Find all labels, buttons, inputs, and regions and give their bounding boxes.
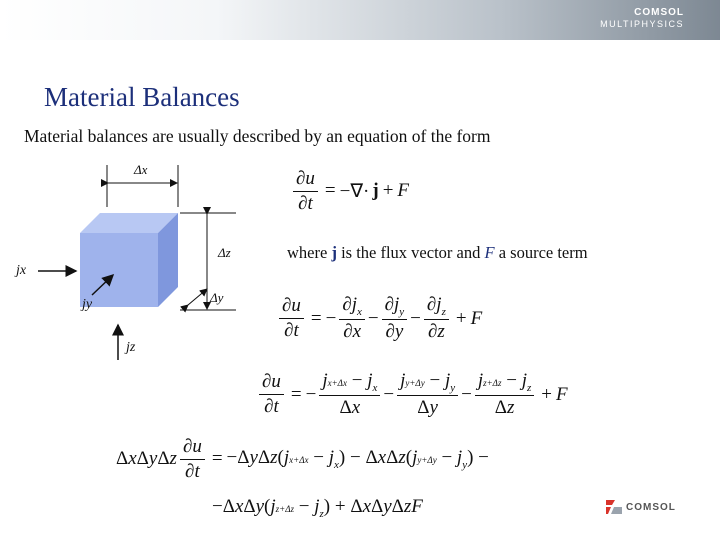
label-jz: jz [126, 340, 136, 355]
cube-front-face [80, 233, 158, 307]
label-jy: jy [82, 297, 93, 312]
equation-volume-balance-line2: $-\Delta x\Delta y(jz+\Delta z - j_z) + \Delta x\Delta y\Delta zF$ [212, 496, 423, 520]
comsol-logo-icon [606, 500, 622, 514]
equation-general-form: $\frac{\partial u}{\partial t}$ = −∇· j + F [290, 168, 409, 215]
label-dz: Δz [218, 245, 231, 260]
header-band [0, 0, 720, 40]
dy-dimension-line [188, 289, 207, 305]
footer-comsol-logo [606, 500, 676, 514]
logo-line-1: COMSOL [634, 7, 684, 18]
footer-logo-text: COMSOL [626, 501, 676, 513]
slide-title: Material Balances [44, 82, 240, 112]
label-jx: jx [16, 263, 27, 278]
equation-cartesian-form: $\frac{\partial u}{\partial t}$ = − $\frac{\partial j_x}{\partial x}$ − $\frac{\partial j_y}{\partial y}$ − $\frac{\partial j_z}{\partial z}$ + F [276, 294, 482, 343]
equation-volume-balance-line1: ΔxΔyΔz $\frac{\partial u}{\partial t}$ = $-\Delta y\Delta z(jx+\Delta x - j_x) - \Delta x\Delta z(jy+\Delta y - j_y)$ − [116, 436, 489, 482]
where-line: where j is the flux vector and F a source term [287, 243, 588, 262]
logo-line-2: MULTIPHYSICS [600, 19, 684, 29]
equation-finite-difference: $\frac{\partial u}{\partial t}$ = − $\frac{jx+\Delta x - j_x}{\Delta x}$ − $\frac{jy+\Delta y - j_y}{\Delta y}$ − $\frac{jz+\Delta z - j_z}{\Delta z}$ + F [256, 370, 568, 419]
intro-text: Material balances are usually described by an equation of the form [24, 126, 491, 146]
comsol-multiphysics-logo [600, 7, 684, 30]
label-dx: Δx [134, 162, 148, 177]
label-dy: Δy [210, 290, 224, 305]
